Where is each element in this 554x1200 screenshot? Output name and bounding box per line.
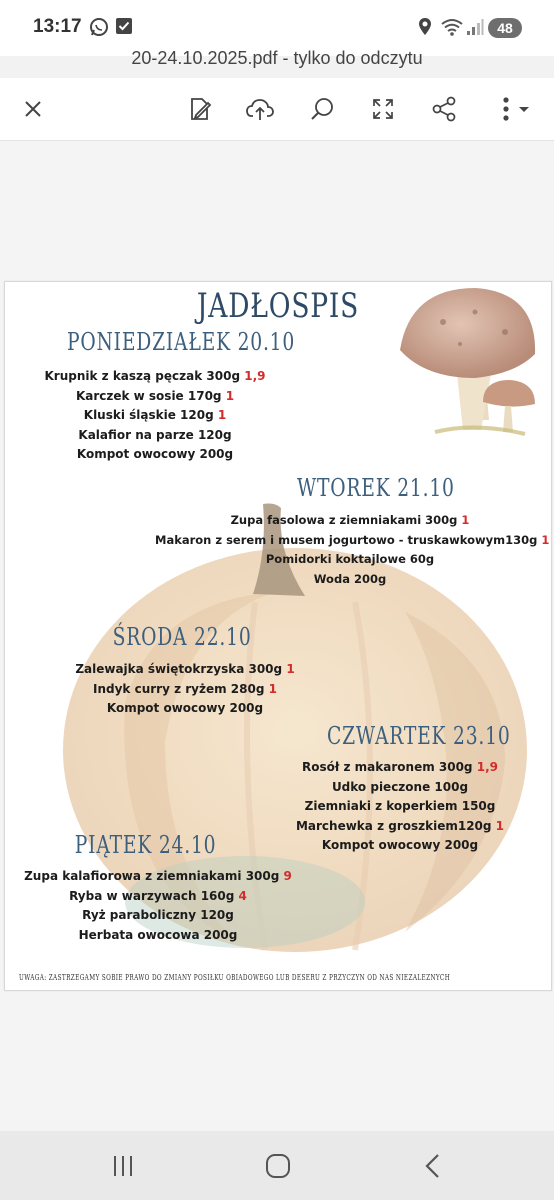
menu-item-text: Ryż paraboliczny 120g [82, 908, 234, 922]
pdf-viewer[interactable] [0, 141, 554, 1131]
menu-item-text: Zupa fasolowa z ziemniakami 300g [230, 513, 458, 527]
menu-item [35, 367, 275, 387]
menu-item [35, 387, 275, 407]
cloud-upload-button[interactable] [243, 92, 277, 126]
day-heading-thursday: CZWARTEK 23.10 [327, 722, 511, 750]
day-menu-thursday [295, 758, 505, 856]
more-options-button[interactable] [494, 92, 538, 126]
fullscreen-button[interactable] [366, 92, 400, 126]
day-heading-monday: PONIEDZIAŁEK 20.10 [67, 328, 296, 356]
close-icon [23, 99, 43, 119]
battery-indicator: 48 [488, 18, 522, 38]
menu-item [155, 570, 545, 590]
menu-item [13, 926, 303, 946]
location-icon [418, 17, 432, 42]
edit-button[interactable] [183, 92, 217, 126]
clock: 13:17 [33, 16, 82, 37]
file-title: 20-24.10.2025.pdf - tylko do odczytu [131, 48, 423, 68]
day-menu-friday [13, 867, 303, 945]
home-button[interactable] [263, 1151, 293, 1181]
signal-icon [466, 17, 484, 42]
allergen-codes: 1,9 [244, 369, 266, 383]
menu-item [55, 660, 315, 680]
close-button[interactable] [16, 92, 50, 126]
menu-item-text: Ziemniaki z koperkiem 150g [304, 799, 496, 813]
more-icon [496, 96, 536, 122]
allergen-codes: 1 [541, 532, 550, 547]
menu-item-text: Woda 200g [313, 571, 387, 586]
menu-item [295, 817, 505, 837]
checkbox-notification-icon [115, 17, 133, 40]
menu-item-text: Herbata owocowa 200g [78, 927, 238, 942]
day-heading-tuesday: WTOREK 21.10 [297, 474, 455, 502]
wifi-icon [440, 17, 464, 42]
menu-item-text: Pomidorki koktajlowe 60g [265, 552, 435, 566]
recent-apps-button[interactable] [108, 1151, 138, 1181]
menu-item [35, 445, 275, 465]
menu-item [13, 887, 303, 907]
allergen-codes: 1 [268, 681, 277, 696]
menu-item-text: Kompot owocowy 200g [321, 838, 479, 852]
menu-item [13, 867, 303, 887]
menu-item [155, 511, 545, 531]
menu-item [295, 758, 505, 778]
day-menu-monday [35, 367, 275, 465]
menu-note: UWAGA: ZASTRZEGAMY SOBIE PRAWO DO ZMIANY POSIŁKU OBIADOWEGO LUB DESERU Z PRZYCZYN OD NAS NIEZALEŻNYCH [19, 973, 451, 982]
menu-item-text: Ryba w warzywach 160g [69, 888, 235, 903]
whatsapp-icon [89, 17, 109, 42]
menu-item [35, 406, 275, 426]
menu-item-text: Kompot owocowy 200g [106, 701, 264, 715]
back-icon [423, 1153, 443, 1179]
allergen-codes: 9 [283, 869, 292, 883]
menu-item-text: Zupa kalafiorowa z ziemniakami 300g [24, 869, 280, 883]
menu-item-text: Karczek w sosie 170g [75, 388, 222, 403]
menu-item-text: Zalewajka świętokrzyska 300g [75, 662, 283, 676]
menu-item [155, 550, 545, 570]
viewer-toolbar [0, 78, 554, 141]
search-icon [309, 96, 335, 122]
day-menu-tuesday [155, 511, 550, 589]
menu-item-text: Marchewka z groszkiem120g [295, 818, 492, 833]
menu-item-text: Kluski śląskie 120g [83, 408, 214, 422]
menu-item-text: Indyk curry z ryżem 280g [93, 681, 265, 696]
edit-icon [187, 96, 213, 122]
allergen-codes: 4 [238, 888, 247, 903]
allergen-codes: 1 [286, 662, 295, 676]
menu-item [13, 906, 303, 926]
menu-item [35, 426, 275, 446]
menu-item-text: Rosół z makaronem 300g [302, 760, 473, 774]
pdf-page[interactable] [4, 281, 552, 991]
menu-item [295, 836, 505, 856]
menu-item [295, 797, 505, 817]
allergen-codes: 1 [217, 408, 227, 422]
back-button[interactable] [418, 1151, 448, 1181]
cloud-upload-icon [245, 96, 275, 122]
allergen-codes: 1 [461, 513, 470, 527]
search-button[interactable] [305, 92, 339, 126]
menu-item [155, 531, 550, 551]
menu-item [55, 699, 315, 719]
recent-apps-icon [111, 1154, 135, 1178]
day-menu-wednesday [55, 660, 315, 719]
menu-item-text: Kalafior na parze 120g [78, 427, 232, 442]
menu-item-text: Udko pieczone 100g [331, 779, 469, 794]
menu-item [295, 778, 505, 798]
allergen-codes: 1 [225, 388, 235, 403]
menu-item-text: Makaron z serem i musem jogurtowo - truskawkowym130g [155, 532, 538, 547]
menu-item [55, 680, 315, 700]
allergen-codes: 1 [495, 818, 505, 833]
day-heading-wednesday: ŚRODA 22.10 [112, 623, 252, 651]
menu-title: JADŁOSPIS [196, 286, 360, 326]
menu-item-text: Kompot owocowy 200g [76, 447, 234, 461]
share-button[interactable] [427, 92, 461, 126]
menu-item-text: Krupnik z kaszą pęczak 300g [44, 369, 241, 383]
system-nav-bar [0, 1131, 554, 1200]
fullscreen-icon [371, 97, 395, 121]
allergen-codes: 1,9 [476, 760, 498, 774]
day-heading-friday: PIĄTEK 24.10 [74, 831, 217, 859]
home-icon [265, 1153, 291, 1179]
share-icon [431, 96, 457, 122]
